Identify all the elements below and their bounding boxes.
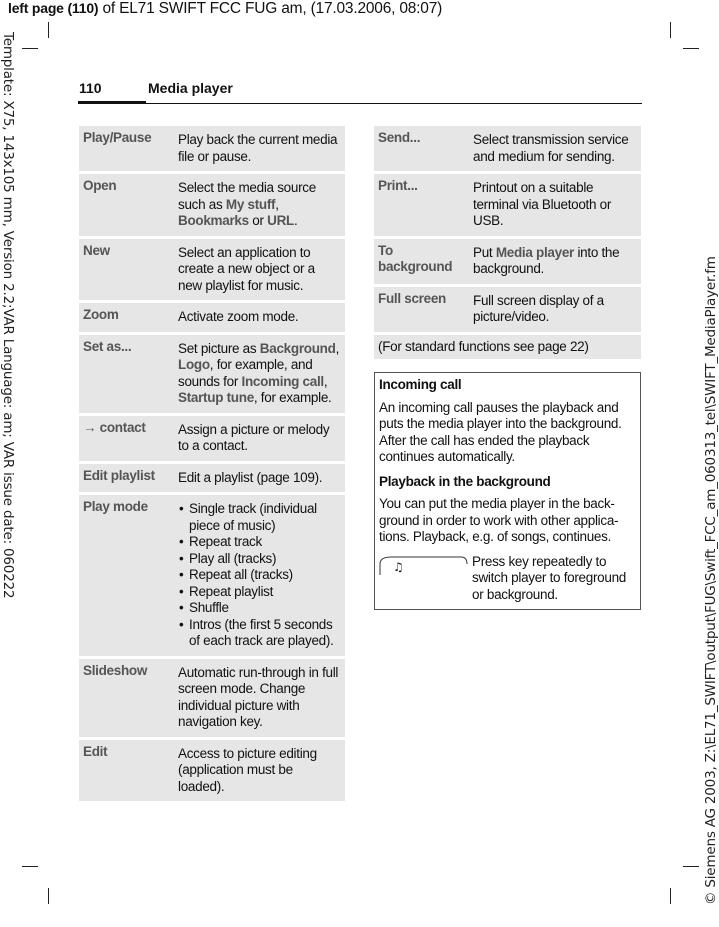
key-instruction bbox=[379, 554, 636, 604]
header-rule-thick bbox=[78, 101, 146, 104]
svg-text:♫: ♫ bbox=[393, 559, 404, 574]
function-description bbox=[174, 335, 345, 413]
function-description bbox=[174, 239, 345, 301]
description-text: , bbox=[335, 340, 340, 356]
function-description bbox=[469, 126, 641, 171]
function-description bbox=[469, 239, 641, 284]
description-text: Activate zoom mode. bbox=[178, 309, 299, 324]
description-text: Select the media source such as bbox=[178, 180, 316, 212]
crop-mark bbox=[48, 22, 49, 38]
background-playback-text: You can put the media player in the back-ground in order to work with other applica-tions. Playback, e.g. of songs, continues. bbox=[379, 496, 619, 544]
function-row bbox=[79, 303, 345, 335]
function-row bbox=[374, 287, 641, 335]
crop-mark bbox=[683, 48, 699, 49]
play-mode-option: • Repeat all (tracks) bbox=[178, 567, 341, 584]
description-text: Full screen display of a picture/video. bbox=[473, 292, 604, 324]
page-number: 110 bbox=[79, 80, 102, 96]
function-term: Play mode bbox=[83, 499, 148, 514]
standard-functions-note: (For standard functions see page 22) bbox=[374, 335, 641, 360]
function-term: Slideshow bbox=[83, 662, 148, 678]
function-description bbox=[174, 126, 345, 171]
function-term: Send... bbox=[378, 130, 421, 145]
description-text: into the background. bbox=[473, 244, 620, 276]
highlighted-term: Startup tune bbox=[178, 390, 254, 405]
function-row bbox=[374, 126, 641, 174]
function-row bbox=[79, 416, 345, 464]
music-note-key-icon bbox=[379, 554, 472, 576]
left-margin-template-text: Template: X75, 143x105 mm, Version 2.2;VAR Language: am; VAR issue date: 060222 bbox=[0, 32, 16, 599]
crop-mark bbox=[22, 48, 38, 49]
left-function-table bbox=[79, 126, 345, 804]
function-description bbox=[174, 495, 345, 656]
function-term: New bbox=[83, 242, 110, 258]
play-mode-option: • Intros (the first 5 seconds of each track are played). bbox=[178, 617, 341, 650]
function-term: Open bbox=[83, 178, 117, 193]
highlighted-term: Media player bbox=[495, 244, 575, 260]
play-mode-option: • Repeat track bbox=[178, 534, 341, 551]
function-row bbox=[374, 174, 641, 239]
function-description bbox=[174, 464, 345, 493]
description-text: Play back the current media file or pause. bbox=[178, 132, 338, 164]
header-rule bbox=[146, 103, 642, 104]
function-description bbox=[469, 174, 641, 236]
right-function-table bbox=[374, 126, 641, 359]
function-term: Edit bbox=[83, 743, 108, 759]
play-mode-option: • Single track (individual piece of music) bbox=[178, 501, 341, 534]
highlighted-term: Incoming call bbox=[241, 373, 324, 389]
function-description bbox=[174, 740, 345, 802]
function-term: Edit playlist bbox=[83, 467, 155, 483]
description-text: Select transmission service and medium for sending. bbox=[473, 132, 629, 164]
highlighted-term: URL bbox=[267, 213, 295, 228]
highlighted-term: My stuff bbox=[225, 196, 276, 212]
crop-mark bbox=[670, 22, 671, 38]
highlighted-term: Logo bbox=[178, 357, 210, 372]
function-description bbox=[174, 174, 345, 236]
print-header-rest: of EL71 SWIFT FCC FUG am, (17.03.2006, 08:07) bbox=[98, 0, 443, 17]
print-header-bold: left page (110) bbox=[8, 0, 99, 16]
description-text: Automatic run-through in full screen mode. Change individual picture with navigation key. bbox=[178, 664, 339, 729]
description-text: Assign a picture or melody to a contact. bbox=[178, 421, 330, 453]
function-term: Play/Pause bbox=[83, 130, 152, 145]
function-row bbox=[79, 239, 345, 304]
crop-mark bbox=[683, 866, 699, 867]
function-row bbox=[79, 126, 345, 174]
incoming-call-text: An incoming call pauses the playback and puts the media player into the background. After the call has ended the playback continues automatically. bbox=[379, 399, 622, 464]
highlighted-term: Bookmarks bbox=[178, 213, 249, 228]
function-description bbox=[174, 659, 345, 737]
play-mode-option: • Repeat playlist bbox=[178, 584, 341, 601]
function-term: To background bbox=[378, 242, 453, 274]
print-header bbox=[8, 0, 442, 18]
function-row bbox=[79, 740, 345, 805]
description-text: Set picture as bbox=[178, 340, 260, 356]
background-playback-heading: Playback in the background bbox=[379, 473, 551, 489]
function-description bbox=[174, 416, 345, 461]
function-term: Full screen bbox=[378, 290, 446, 306]
key-instruction-text: Press key repeatedly to switch player to foreground or background. bbox=[472, 553, 626, 602]
description-text: Edit a playlist (page 109). bbox=[178, 469, 323, 485]
info-box bbox=[374, 372, 641, 610]
description-text: or bbox=[248, 213, 268, 228]
page-title: Media player bbox=[148, 80, 233, 96]
description-text: Access to picture editing (application must be loaded). bbox=[178, 745, 317, 794]
function-row bbox=[79, 464, 345, 496]
play-mode-option: • Shuffle bbox=[178, 600, 341, 617]
description-text: Printout on a suitable terminal via Bluetooth or USB. bbox=[473, 180, 612, 228]
description-text: , for example. bbox=[253, 390, 332, 405]
description-text: , bbox=[275, 196, 279, 212]
function-term: Set as... bbox=[83, 338, 132, 354]
description-text: , for example, and sounds for bbox=[178, 357, 313, 389]
function-row bbox=[79, 174, 345, 239]
description-text: Select an application to create a new object or a new playlist for music. bbox=[178, 244, 315, 293]
function-row bbox=[79, 335, 345, 416]
function-row bbox=[374, 239, 641, 287]
function-term: Zoom bbox=[83, 307, 119, 322]
description-text: . bbox=[294, 213, 298, 228]
function-term: → contact bbox=[83, 419, 146, 435]
function-row bbox=[79, 495, 345, 659]
function-description bbox=[174, 303, 345, 332]
crop-mark bbox=[22, 866, 38, 867]
function-term: Print... bbox=[378, 178, 418, 193]
right-margin-copyright-text: © Siemens AG 2003, Z:\EL71_SWIFT\output\FUG\Swift_FCC_am_060313_tel\SWIFT_MediaPlayer.fm bbox=[703, 256, 719, 905]
play-mode-option: • Play all (tracks) bbox=[178, 551, 341, 568]
description-text: Put bbox=[473, 244, 496, 260]
description-text: , bbox=[323, 373, 328, 389]
function-description bbox=[469, 287, 641, 332]
incoming-call-heading: Incoming call bbox=[379, 377, 462, 392]
function-row bbox=[79, 659, 345, 740]
highlighted-term: Background bbox=[259, 340, 336, 356]
crop-mark bbox=[48, 888, 49, 904]
crop-mark bbox=[670, 888, 671, 904]
